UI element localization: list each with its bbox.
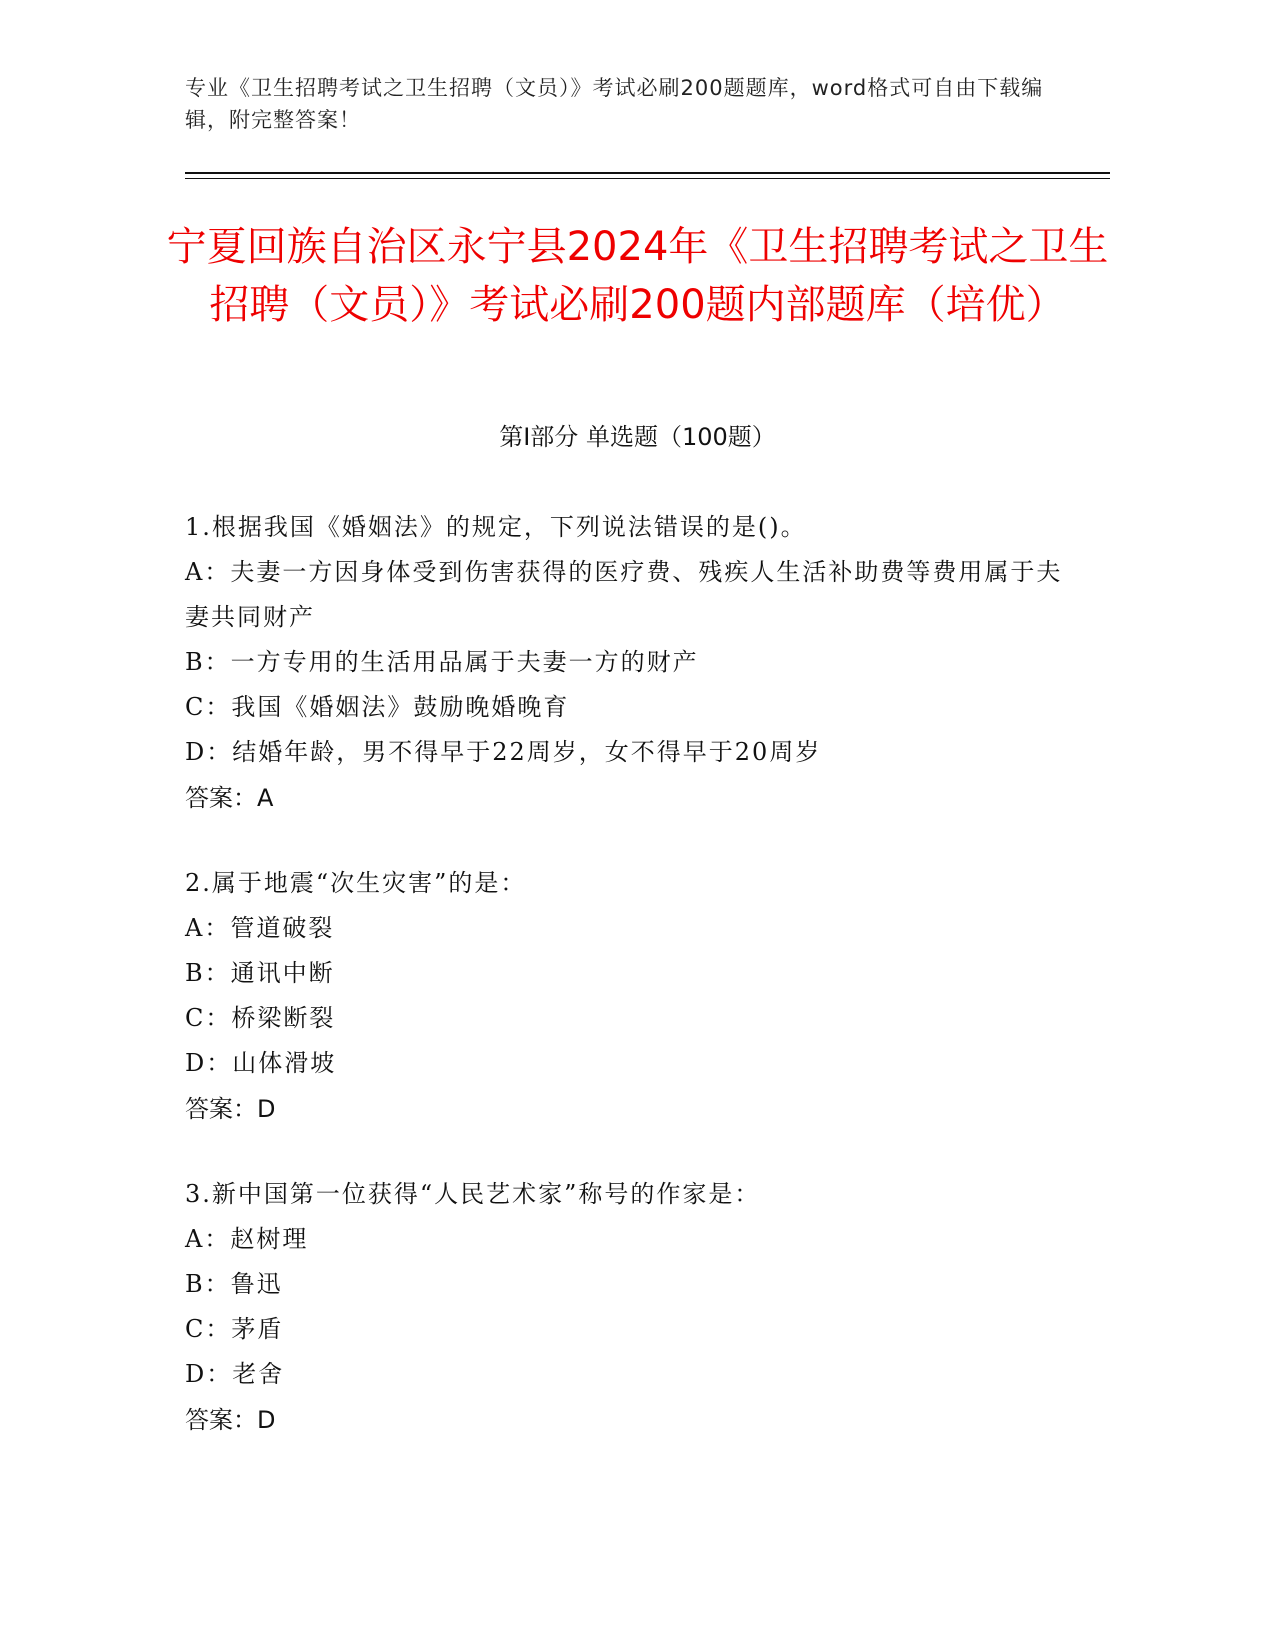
question-stem: 2.属于地震“次生灾害”的是： bbox=[185, 869, 527, 897]
header-note: 专业《卫生招聘考试之卫生招聘（文员）》考试必刷200题题库，word格式可自由下载编辑，附完整答案！ bbox=[185, 76, 1044, 132]
document-title: 宁夏回族自治区永宁县2024年《卫生招聘考试之卫生招聘（文员）》考试必刷200题内部题库（培优） bbox=[166, 224, 1109, 328]
option-d: D：老舍 bbox=[185, 1360, 285, 1388]
question-3 bbox=[185, 1172, 1085, 1443]
option-a: A：夫妻一方因身体受到伤害获得的医疗费、残疾人生活补助费等费用属于夫妻共同财产 bbox=[185, 558, 1063, 631]
option-c: C：茅盾 bbox=[185, 1315, 284, 1343]
question-2 bbox=[185, 861, 1085, 1132]
option-a: A：赵树理 bbox=[185, 1225, 309, 1253]
option-a: A：管道破裂 bbox=[185, 914, 335, 942]
option-b: B：一方专用的生活用品属于夫妻一方的财产 bbox=[185, 648, 699, 676]
header-rule-thick bbox=[185, 172, 1110, 174]
option-b: B：鲁迅 bbox=[185, 1270, 283, 1298]
question-1 bbox=[185, 505, 1085, 821]
question-list bbox=[185, 505, 1085, 1483]
option-d: D：山体滑坡 bbox=[185, 1049, 337, 1077]
section-heading: 第Ⅰ部分 单选题（100题） bbox=[499, 423, 776, 451]
answer-line: 答案：A bbox=[185, 784, 274, 812]
answer-line: 答案：D bbox=[185, 1095, 276, 1123]
option-b: B：通讯中断 bbox=[185, 959, 335, 987]
header-rule-thin bbox=[185, 178, 1110, 179]
option-c: C：我国《婚姻法》鼓励晚婚晚育 bbox=[185, 693, 570, 721]
question-stem: 3.新中国第一位获得“人民艺术家”称号的作家是： bbox=[185, 1180, 761, 1208]
answer-line: 答案：D bbox=[185, 1406, 276, 1434]
option-d: D：结婚年龄，男不得早于22周岁，女不得早于20周岁 bbox=[185, 738, 822, 766]
option-c: C：桥梁断裂 bbox=[185, 1004, 336, 1032]
question-stem: 1.根据我国《婚姻法》的规定，下列说法错误的是()。 bbox=[185, 513, 807, 541]
